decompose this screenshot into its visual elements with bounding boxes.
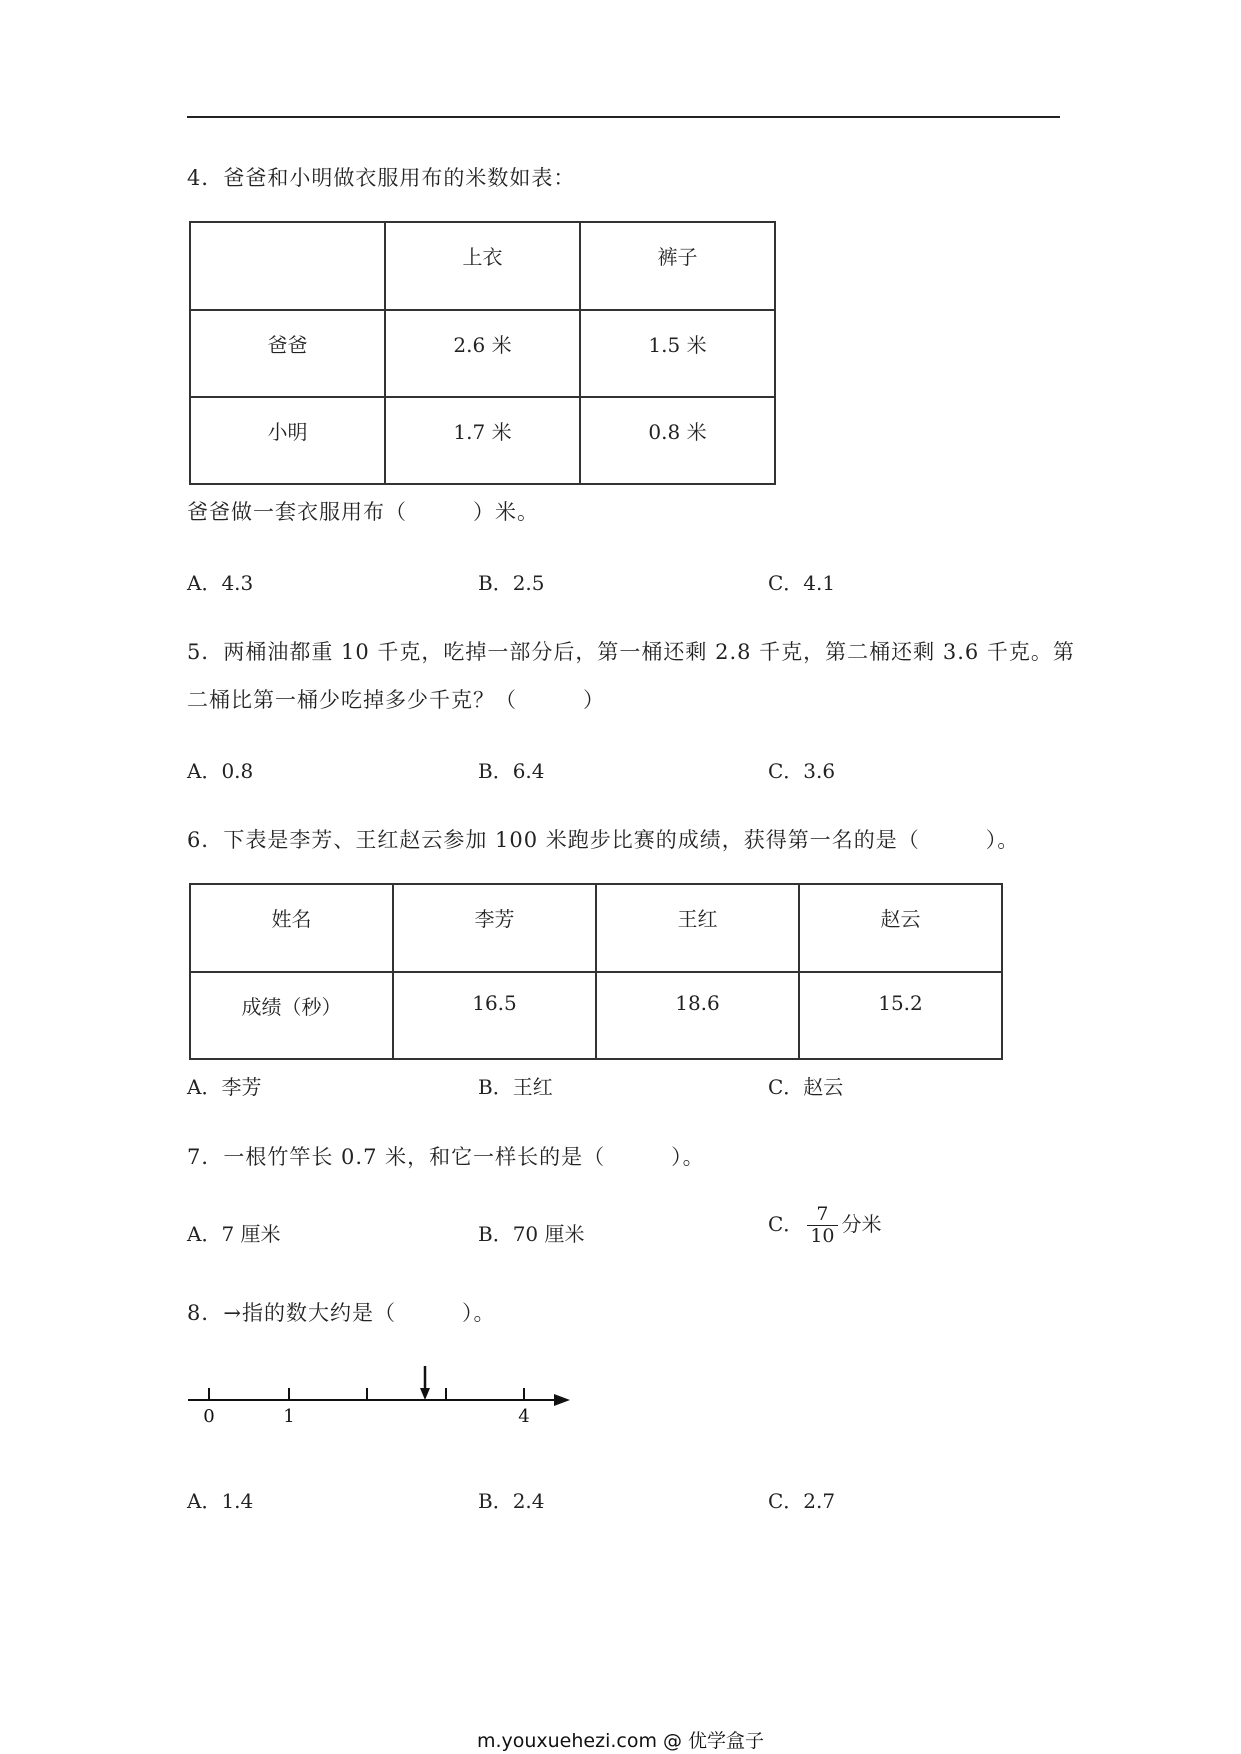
table-cell: 15.2 xyxy=(799,972,1002,1059)
q5-stem-line1: 5．两桶油都重 10 千克，吃掉一部分后，第一桶还剩 2.8 千克，第二桶还剩 3.6 千克。第 xyxy=(187,640,1075,664)
table-cell: 1.5 米 xyxy=(580,310,775,397)
q8-option-a[interactable]: A．1.4 xyxy=(187,1489,254,1513)
table-cell: 姓名 xyxy=(190,884,393,972)
tick-label-0: 0 xyxy=(203,1406,215,1427)
q8-stem: 8．→指的数大约是（ ）。 xyxy=(187,1301,496,1325)
table-cell: 16.5 xyxy=(393,972,596,1059)
table-cell: 2.6 米 xyxy=(385,310,580,397)
q4-table xyxy=(189,221,776,485)
number-line xyxy=(180,1360,580,1440)
q6-option-c[interactable]: C．赵云 xyxy=(768,1075,844,1099)
q7-option-b[interactable]: B．70 厘米 xyxy=(478,1222,585,1246)
q7-option-c-unit: 分米 xyxy=(841,1212,882,1236)
header-rule xyxy=(187,116,1060,118)
pointer-arrowhead xyxy=(420,1388,430,1400)
footer-watermark: m.youxuehezi.com @ 优学盒子 xyxy=(476,1730,765,1752)
table-cell: 爸爸 xyxy=(190,310,385,397)
table-row xyxy=(190,397,775,484)
q4-stem: 4．爸爸和小明做衣服用布的米数如表： xyxy=(187,166,576,190)
fraction-numerator: 7 xyxy=(807,1204,837,1226)
q7-stem: 7．一根竹竿长 0.7 米，和它一样长的是（ ）。 xyxy=(187,1145,705,1169)
q6-option-b[interactable]: B．王红 xyxy=(478,1075,553,1099)
table-cell: 裤子 xyxy=(580,222,775,310)
q6-stem: 6．下表是李芳、王红赵云参加 100 米跑步比赛的成绩，获得第一名的是（ ）。 xyxy=(187,828,1020,852)
table-cell: 李芳 xyxy=(393,884,596,972)
q4-option-a[interactable]: A．4.3 xyxy=(187,571,254,595)
number-line-arrowhead xyxy=(554,1394,570,1406)
q4-option-c[interactable]: C．4.1 xyxy=(768,571,836,595)
table-cell: 赵云 xyxy=(799,884,1002,972)
table-row xyxy=(190,972,1002,1059)
table-cell: 王红 xyxy=(596,884,799,972)
fraction-denominator: 10 xyxy=(810,1225,835,1247)
q8-option-b[interactable]: B．2.4 xyxy=(478,1489,545,1513)
table-cell: 小明 xyxy=(190,397,385,484)
q8-option-c[interactable]: C．2.7 xyxy=(768,1489,836,1513)
tick-label-1: 1 xyxy=(283,1406,295,1427)
q5-option-a[interactable]: A．0.8 xyxy=(187,759,254,783)
table-cell: 成绩（秒） xyxy=(190,972,393,1059)
q4-question: 爸爸做一套衣服用布（ ）米。 xyxy=(187,500,539,524)
q6-option-a[interactable]: A．李芳 xyxy=(187,1075,262,1099)
table-cell: 18.6 xyxy=(596,972,799,1059)
fraction xyxy=(807,1204,837,1247)
q5-option-c[interactable]: C．3.6 xyxy=(768,759,836,783)
tick-label-4: 4 xyxy=(518,1406,530,1427)
table-row xyxy=(190,884,1002,972)
table-cell: 1.7 米 xyxy=(385,397,580,484)
q5-stem-line2: 二桶比第一桶少吃掉多少千克？（ ） xyxy=(187,688,605,712)
q7-option-c[interactable] xyxy=(768,1204,882,1247)
table-cell xyxy=(190,222,385,310)
table-row xyxy=(190,310,775,397)
table-cell: 0.8 米 xyxy=(580,397,775,484)
table-cell: 上衣 xyxy=(385,222,580,310)
q7-option-a[interactable]: A．7 厘米 xyxy=(187,1222,281,1246)
table-row xyxy=(190,222,775,310)
q6-table xyxy=(189,883,1003,1060)
q4-option-b[interactable]: B．2.5 xyxy=(478,571,545,595)
q5-option-b[interactable]: B．6.4 xyxy=(478,759,545,783)
q7-option-c-prefix: C． xyxy=(768,1212,804,1236)
